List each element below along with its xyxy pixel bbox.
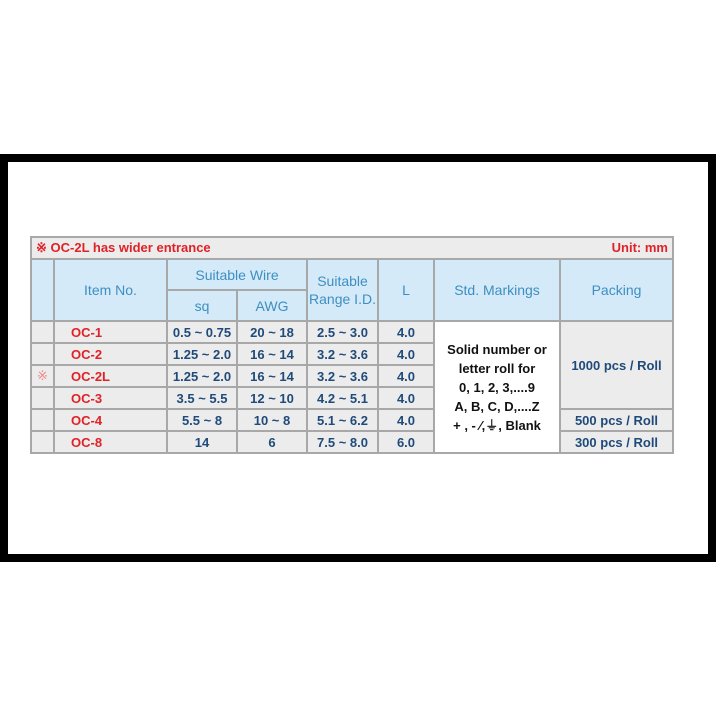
product-spec-table xyxy=(30,236,674,454)
header-markings: Std. Markings xyxy=(434,259,560,321)
awg-cell: 20 ~ 18 xyxy=(237,321,307,343)
mark-cell xyxy=(31,387,54,409)
header-sq: sq xyxy=(167,290,237,321)
item-cell: OC-2L xyxy=(54,365,167,387)
l-cell: 4.0 xyxy=(378,321,434,343)
item-cell: OC-2 xyxy=(54,343,167,365)
header-wire: Suitable Wire xyxy=(167,259,307,290)
header-l: L xyxy=(378,259,434,321)
l-cell: 4.0 xyxy=(378,387,434,409)
item-cell: OC-3 xyxy=(54,387,167,409)
markings-cell xyxy=(434,321,560,453)
sq-cell: 1.25 ~ 2.0 xyxy=(167,343,237,365)
awg-cell: 10 ~ 8 xyxy=(237,409,307,431)
range-cell: 4.2 ~ 5.1 xyxy=(307,387,378,409)
table-title xyxy=(31,237,673,259)
awg-cell: 16 ~ 14 xyxy=(237,365,307,387)
l-cell: 4.0 xyxy=(378,365,434,387)
l-cell: 6.0 xyxy=(378,431,434,453)
mark-cell xyxy=(31,431,54,453)
item-cell: OC-4 xyxy=(54,409,167,431)
mark-cell xyxy=(31,321,54,343)
l-cell: 4.0 xyxy=(378,343,434,365)
item-cell: OC-8 xyxy=(54,431,167,453)
range-cell: 7.5 ~ 8.0 xyxy=(307,431,378,453)
header-range: Suitable Range I.D. xyxy=(307,259,378,321)
l-cell: 4.0 xyxy=(378,409,434,431)
markings-line: 0, 1, 2, 3,....9 xyxy=(459,379,535,395)
packing-cell: 300 pcs / Roll xyxy=(560,431,673,453)
range-cell: 3.2 ~ 3.6 xyxy=(307,343,378,365)
unit-text: Unit: mm xyxy=(611,240,668,255)
sq-cell: 0.5 ~ 0.75 xyxy=(167,321,237,343)
awg-cell: 12 ~ 10 xyxy=(237,387,307,409)
markings-line: A, B, C, D,....Z xyxy=(454,398,540,414)
header-mark xyxy=(31,259,54,321)
mark-cell: ※ xyxy=(31,365,54,387)
mark-cell xyxy=(31,343,54,365)
sq-cell: 1.25 ~ 2.0 xyxy=(167,365,237,387)
header-packing: Packing xyxy=(560,259,673,321)
note-text: ※ OC-2L has wider entrance xyxy=(36,240,211,255)
markings-line: letter roll for xyxy=(458,360,536,376)
awg-cell: 16 ~ 14 xyxy=(237,343,307,365)
header-item: Item No. xyxy=(54,259,167,321)
range-cell: 2.5 ~ 3.0 xyxy=(307,321,378,343)
range-cell: 3.2 ~ 3.6 xyxy=(307,365,378,387)
table-row xyxy=(31,321,673,343)
packing-cell: 1000 pcs / Roll xyxy=(560,321,673,409)
table-row xyxy=(31,409,673,431)
awg-cell: 6 xyxy=(237,431,307,453)
header-awg: AWG xyxy=(237,290,307,321)
sq-cell: 5.5 ~ 8 xyxy=(167,409,237,431)
item-cell: OC-1 xyxy=(54,321,167,343)
packing-cell: 500 pcs / Roll xyxy=(560,409,673,431)
markings-line: Solid number or xyxy=(447,341,547,357)
markings-line: + , - ⁄,⏚, Blank xyxy=(453,417,541,433)
table-row xyxy=(31,431,673,453)
sq-cell: 14 xyxy=(167,431,237,453)
range-cell: 5.1 ~ 6.2 xyxy=(307,409,378,431)
sq-cell: 3.5 ~ 5.5 xyxy=(167,387,237,409)
mark-cell xyxy=(31,409,54,431)
